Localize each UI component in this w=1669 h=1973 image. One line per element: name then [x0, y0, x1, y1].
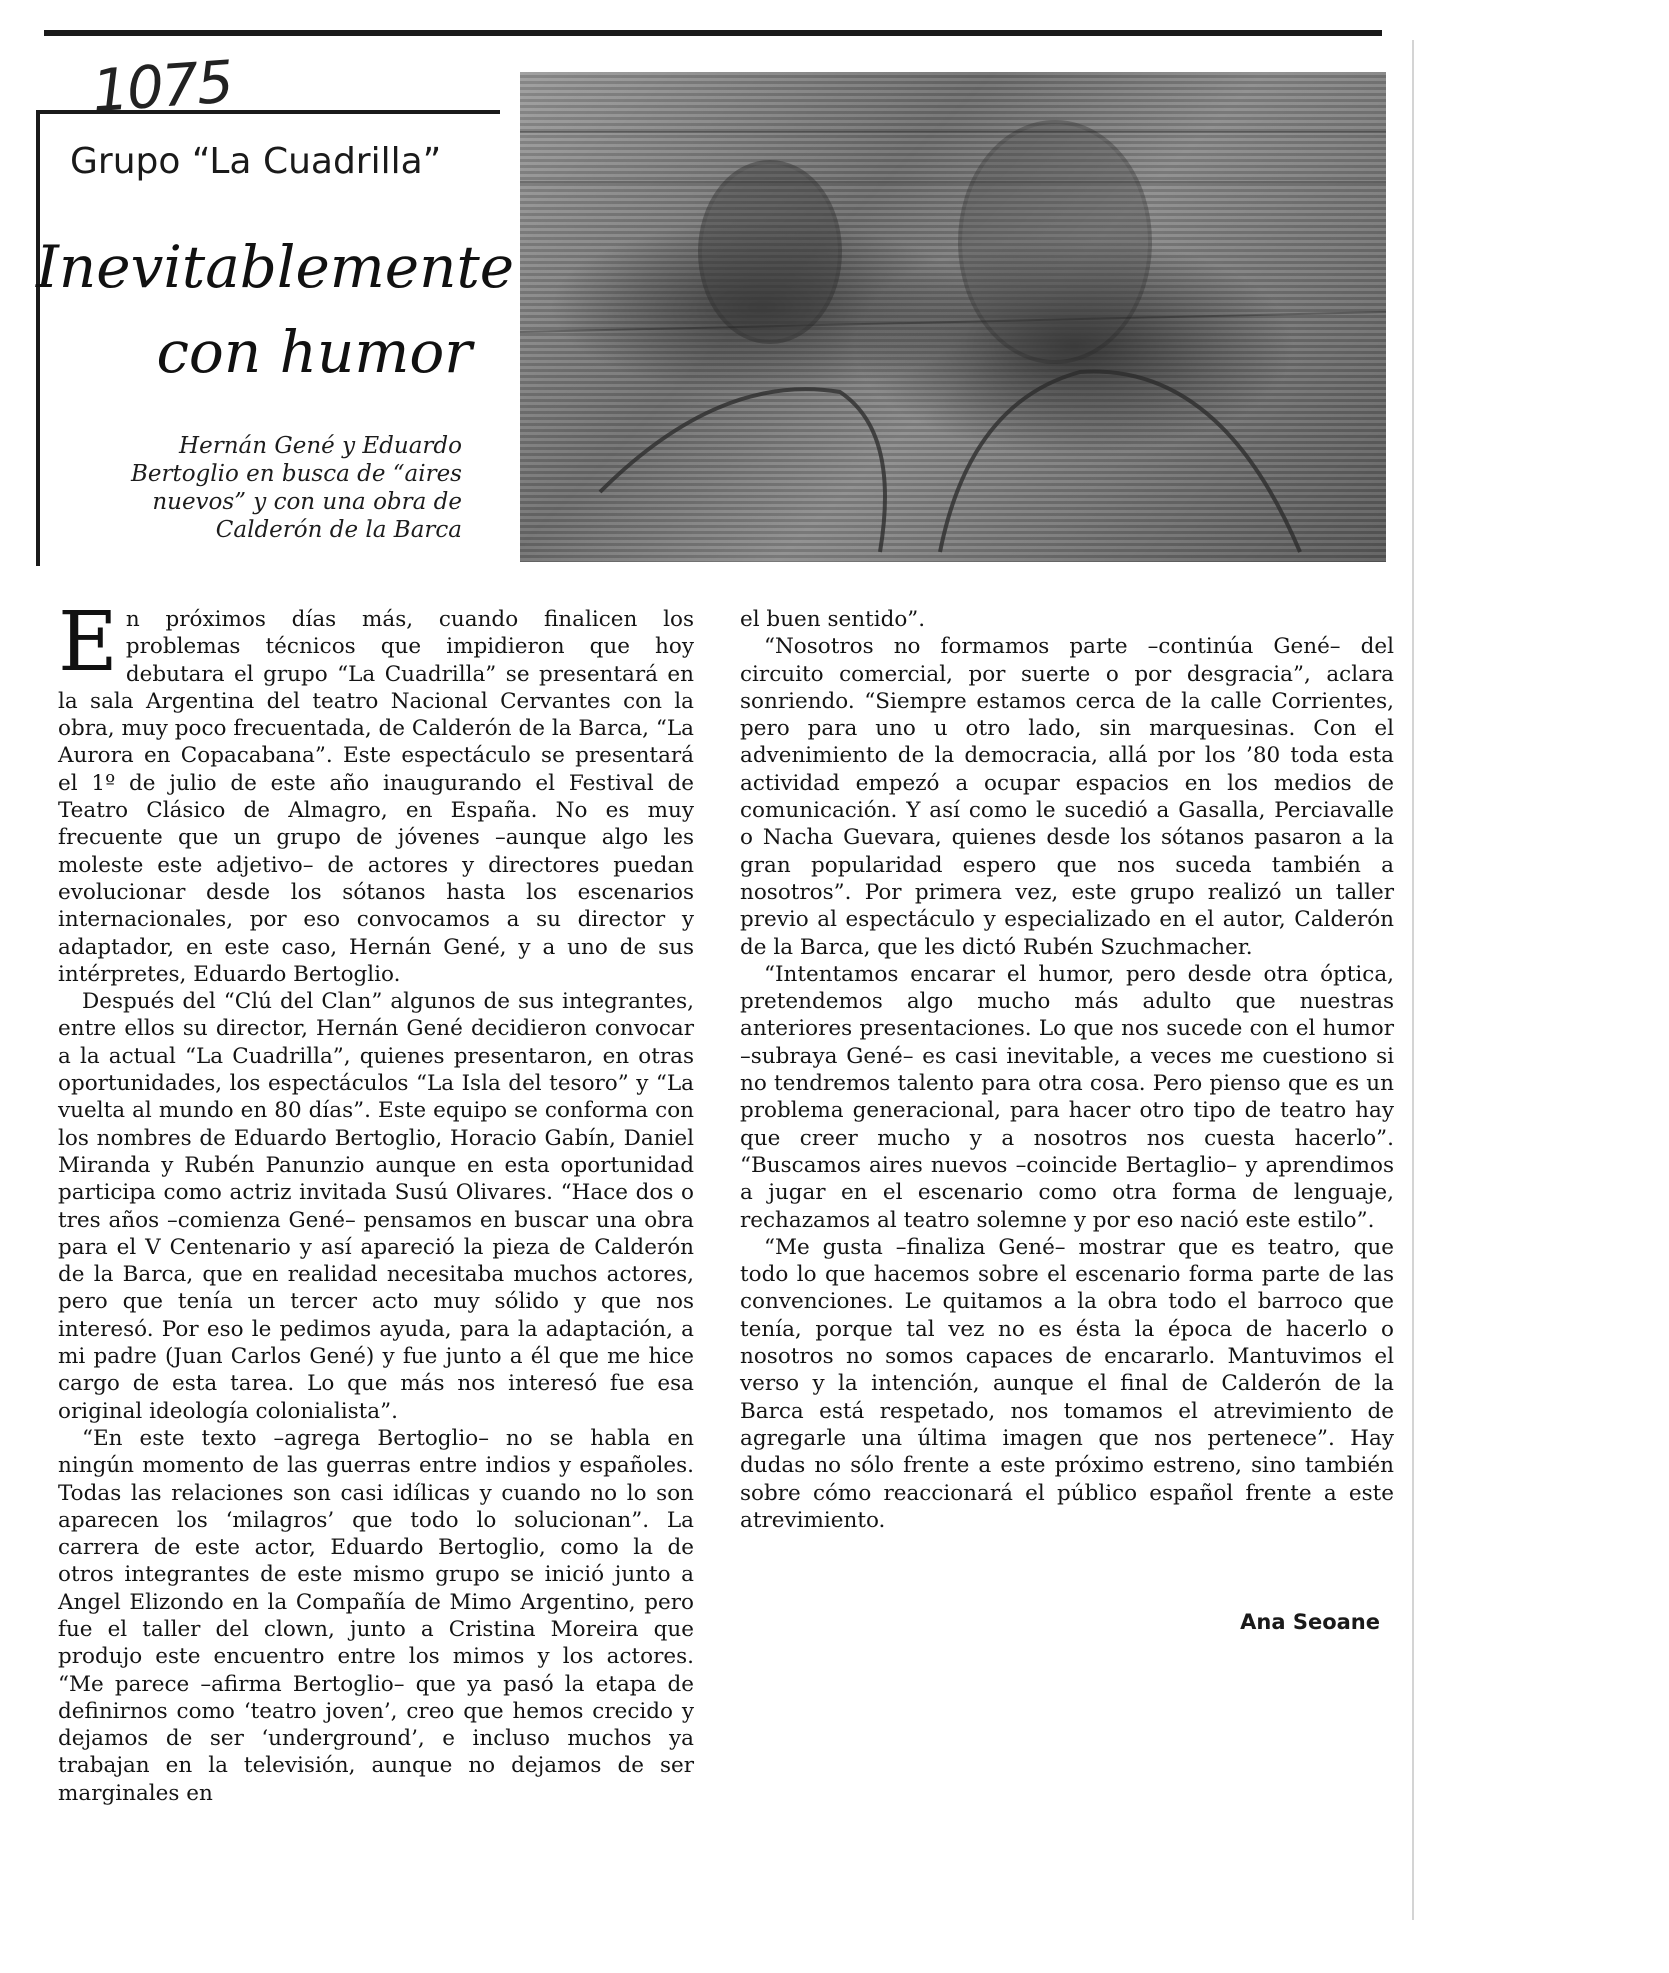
article-headline [36, 225, 515, 395]
top-rule [44, 30, 1382, 36]
handwritten-archive-number: 1075 [89, 47, 234, 126]
paragraph-5: “Nosotros no formamos parte –continúa Gené– del circuito comercial, por suerte o por desgracia”, aclara sonriendo. “Siempre estamos cerca de la calle Corrientes, pero para uno u otro lado, sin marquesinas. Con el advenimiento de la democracia, allá por los ’80 toda esta actividad empezó a ocupar espacios en los medios de comunicación. Y así como le sucedió a Gasalla, Perciavalle o Nacha Guevara, quienes desde los sótanos pasaron a la gran popularidad espero que nos suceda también a nosotros”. Por primera vez, este grupo realizó un taller previo al espectáculo y especializado en el autor, Calderón de la Barca, que les dictó Rubén Szuchmacher. [740, 634, 1394, 960]
paragraph-1 [58, 595, 694, 988]
drop-cap: E [58, 595, 118, 690]
paragraph-6: “Intentamos encarar el humor, pero desde otra óptica, pretendemos algo mucho más adulto que nuestras anteriores presentaciones. Lo que nos sucede con el humor –subraya Gené– es casi inevitable, a veces me cuestiono si no tendremos talento para otra cosa. Pero pienso que es un problema generacional, para hacer otro tipo de teatro hay que creer mucho y a nosotros nos cuesta hacerlo”. “Buscamos aires nuevos –coincide Bertaglio– y aprendimos a jugar en el escenario como otra forma de lenguaje, rechazamos al teatro solemne y por eso nació este estilo”. [740, 961, 1394, 1233]
article-deck: Hernán Gené y Eduardo Bertoglio en busca de “aires nuevos” y con una obra de Calderón de la Barca [130, 433, 462, 543]
headline-line-1: Inevitablemente [36, 233, 515, 301]
author-byline: Ana Seoane [1240, 1610, 1380, 1634]
page-edge-rule [1412, 40, 1414, 1920]
paragraph-3: “En este texto –agrega Bertoglio– no se habla en ningún momento de las guerras entre indios y españoles. Todas las relaciones son casi idílicas y cuando no lo son aparecen los ‘milagros’ que todo lo solucionan”. La carrera de este actor, Eduardo Bertoglio, como la de otros integrantes de este mismo grupo se inició junto a Angel Elizondo en la Compañía de Mimo Argentino, pero fue el taller del clown, junto a Cristina Moreira que produjo este encuentro entre los mimos y los actores. “Me parece –afirma Bertoglio– que ya pasó la etapa de definirnos como ‘teatro joven’, creo que hemos crecido y dejamos de ser ‘underground’, e incluso muchos ya trabajan en la televisión, aunque no dejamos de ser marginales en [58, 1425, 694, 1806]
paragraph-1-text: n próximos días más, cuando finalicen los problemas técnicos que impidieron que hoy debutara el grupo “La Cuadrilla” se presentará en la sala Argentina del teatro Nacional Cervantes con la obra, muy poco frecuentada, de Calderón de la Barca, “La Aurora en Copacabana”. Este espectáculo se presentará el 1º de julio de este año inaugurando el Festival de Teatro Clásico de Almagro, en España. No es muy frecuente que un grupo de jóvenes –aunque algo les moleste este adjetivo– de actores y directores puedan evolucionar desde los sótanos hasta los escenarios internacionales, por eso convocamos a su director y adaptador, en este caso, Hernán Gené, y a uno de sus intérpretes, Eduardo Bertoglio. [58, 607, 694, 987]
paragraph-7: “Me gusta –finaliza Gené– mostrar que es teatro, que todo lo que hacemos sobre el escenario forma parte de las convenciones. Le quitamos a la obra todo el barroco que tenía, porque tal vez no es ésta la época de hacerlo o nosotros no somos capaces de encararlo. Mantuvimos el verso y la intención, aunque el final de Calderón de la Barca está respetado, nos tomamos el atrevimiento de agregarle una última imagen que nos pertenece”. Hay dudas no sólo frente a este próximo estreno, sino también sobre cómo reaccionará el público español frente a este atrevimiento. [740, 1234, 1394, 1533]
article-column-left [58, 595, 694, 1807]
photo-figures-illustration [520, 72, 1386, 562]
headline-line-2: con humor [156, 318, 472, 386]
paragraph-4: el buen sentido”. [740, 607, 926, 632]
article-kicker: Grupo “La Cuadrilla” [70, 141, 442, 182]
article-photo [520, 72, 1386, 562]
article-column-right [740, 606, 1394, 1534]
paragraph-2: Después del “Clú del Clan” algunos de sus integrantes, entre ellos su director, Hernán Gené decidieron convocar a la actual “La Cuadrilla”, quienes presentaron, en otras oportunidades, los espectáculos “La Isla del tesoro” y “La vuelta al mundo en 80 días”. Este equipo se conforma con los nombres de Eduardo Bertoglio, Horacio Gabín, Daniel Miranda y Rubén Panunzio aunque en esta oportunidad participa como actriz invitada Susú Olivares. “Hace dos o tres años –comienza Gené– pensamos en buscar una obra para el V Centenario y así apareció la pieza de Calderón de la Barca, que en realidad necesitaba muchos actores, pero que tenía un tercer acto muy sólido y que nos interesó. Por eso le pedimos ayuda, para la adaptación, a mi padre (Juan Carlos Gené) y fue junto a él que me hice cargo de esta tarea. Lo que más nos interesó fue esa original ideología colonialista”. [58, 989, 694, 1424]
